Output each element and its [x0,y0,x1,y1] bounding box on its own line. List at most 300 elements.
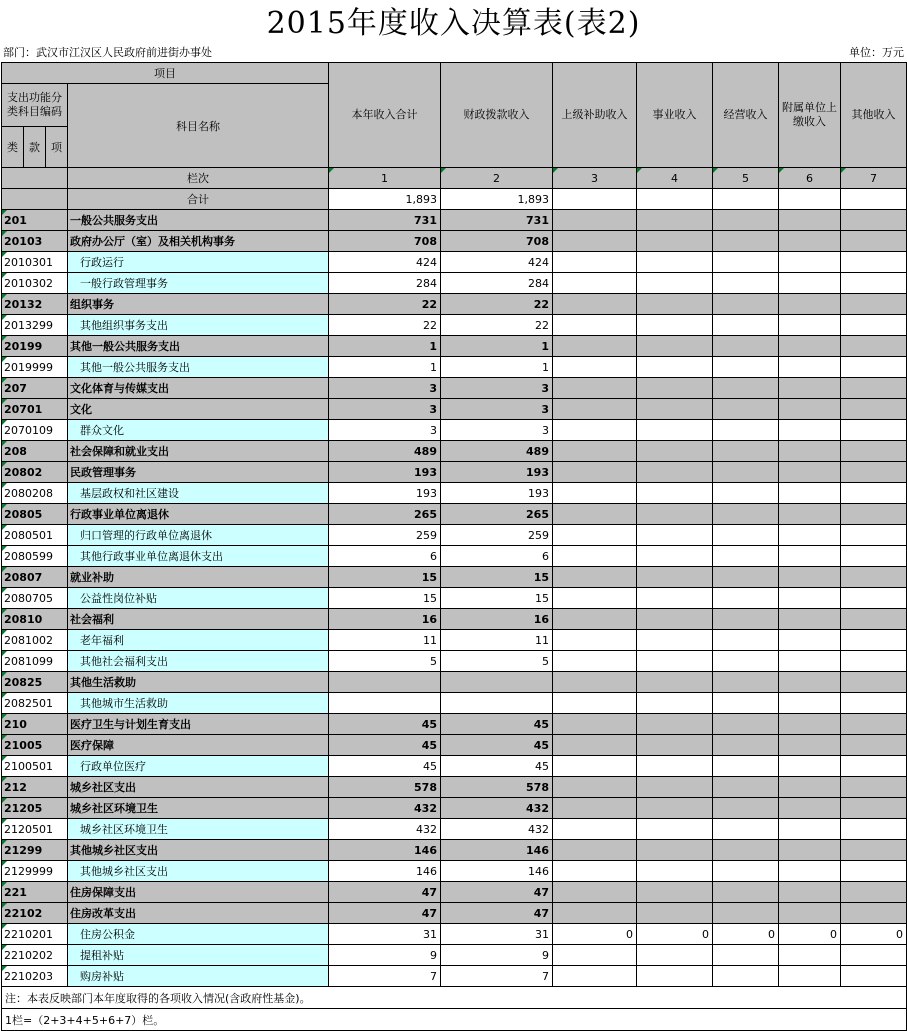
row-col-7 [841,504,907,525]
table-row [2,798,907,819]
row-code: 2080208 [2,483,68,504]
row-col-6 [779,294,841,315]
row-col-2 [441,672,553,693]
row-col-3 [553,441,637,462]
row-col-6 [779,315,841,336]
row-col-6 [779,567,841,588]
note-1: 注：本表反映部门本年度取得的各项收入情况(含政府性基金)。 [2,987,907,1009]
row-subject-name: 城乡社区支出 [68,777,329,798]
header-kuan: 款 [24,127,46,168]
row-col-6 [779,420,841,441]
row-col-4 [637,567,713,588]
table-row [2,378,907,399]
row-col-5 [713,588,779,609]
row-col-2: 578 [441,777,553,798]
total-col-7 [841,189,907,210]
row-col-2: 31 [441,924,553,945]
row-col-1: 7 [329,966,441,987]
table-row [2,882,907,903]
row-code: 208 [2,441,68,462]
header-col-3: 上级补助收入 [553,63,637,168]
row-col-4 [637,399,713,420]
row-col-5 [713,210,779,231]
row-col-7 [841,903,907,924]
row-col-3 [553,693,637,714]
row-col-5 [713,882,779,903]
row-col-3 [553,546,637,567]
row-col-5 [713,777,779,798]
header-col-1: 本年收入合计 [329,63,441,168]
row-col-3: 0 [553,924,637,945]
row-col-1: 5 [329,651,441,672]
row-col-7 [841,294,907,315]
row-col-3 [553,231,637,252]
header-col-7: 其他收入 [841,63,907,168]
row-subject-name: 城乡社区环境卫生 [68,798,329,819]
row-col-1: 432 [329,798,441,819]
row-col-2: 432 [441,819,553,840]
row-col-6 [779,483,841,504]
row-subject-name: 老年福利 [68,630,329,651]
table-row [2,861,907,882]
row-col-5 [713,840,779,861]
row-col-5 [713,420,779,441]
row-subject-name: 住房改革支出 [68,903,329,924]
row-col-6 [779,903,841,924]
row-col-7 [841,798,907,819]
table-row [2,399,907,420]
row-col-5 [713,945,779,966]
row-col-3 [553,336,637,357]
header-code-group: 支出功能分类科目编码 [2,84,68,127]
row-col-5 [713,273,779,294]
row-col-7 [841,231,907,252]
row-col-6 [779,714,841,735]
row-col-7 [841,546,907,567]
row-col-5 [713,756,779,777]
table-row [2,315,907,336]
row-code: 21205 [2,798,68,819]
row-col-1: 3 [329,378,441,399]
row-subject-name: 医疗卫生与计划生育支出 [68,714,329,735]
row-col-4 [637,588,713,609]
row-col-6 [779,819,841,840]
row-col-3 [553,903,637,924]
row-col-4 [637,651,713,672]
row-subject-name: 其他生活救助 [68,672,329,693]
row-col-7: 0 [841,924,907,945]
row-code: 20103 [2,231,68,252]
row-code: 2210201 [2,924,68,945]
row-subject-name: 其他城乡社区支出 [68,861,329,882]
header-lei: 类 [2,127,24,168]
row-code: 2081002 [2,630,68,651]
row-subject-name: 住房保障支出 [68,882,329,903]
row-code: 207 [2,378,68,399]
row-col-4 [637,294,713,315]
row-subject-name: 住房公积金 [68,924,329,945]
row-col-2: 193 [441,462,553,483]
row-subject-name: 归口管理的行政单位离退休 [68,525,329,546]
row-col-6 [779,609,841,630]
row-col-6 [779,378,841,399]
row-col-3 [553,462,637,483]
row-col-4 [637,357,713,378]
row-col-7 [841,399,907,420]
row-col-7 [841,966,907,987]
row-col-5 [713,399,779,420]
row-col-6 [779,882,841,903]
row-col-1: 22 [329,294,441,315]
row-col-6 [779,798,841,819]
row-col-1: 6 [329,546,441,567]
row-code: 212 [2,777,68,798]
row-col-4 [637,630,713,651]
row-code: 2013299 [2,315,68,336]
row-col-3 [553,714,637,735]
row-col-7 [841,378,907,399]
row-subject-name: 其他城市生活救助 [68,693,329,714]
row-col-6 [779,735,841,756]
row-col-7 [841,483,907,504]
table-row [2,252,907,273]
table-row [2,483,907,504]
row-code: 20805 [2,504,68,525]
table-header [2,63,907,189]
row-col-1: 259 [329,525,441,546]
table-row [2,525,907,546]
row-code: 2082501 [2,693,68,714]
row-col-6 [779,966,841,987]
row-col-1: 45 [329,714,441,735]
row-col-5 [713,798,779,819]
row-col-2: 22 [441,294,553,315]
row-col-3 [553,966,637,987]
row-col-6 [779,546,841,567]
row-col-4 [637,441,713,462]
row-col-1: 16 [329,609,441,630]
row-code: 2129999 [2,861,68,882]
table-row [2,714,907,735]
row-col-4 [637,252,713,273]
row-col-7 [841,441,907,462]
row-col-5: 0 [713,924,779,945]
row-col-4 [637,693,713,714]
row-col-2: 11 [441,630,553,651]
row-col-6 [779,672,841,693]
row-col-3 [553,861,637,882]
row-col-3 [553,735,637,756]
total-col-4 [637,189,713,210]
row-col-2: 731 [441,210,553,231]
table-row [2,735,907,756]
row-col-6 [779,252,841,273]
header-subject-name: 科目名称 [68,84,329,168]
row-subject-name: 其他组织事务支出 [68,315,329,336]
table-row [2,777,907,798]
row-col-7 [841,714,907,735]
col-index-5: 5 [713,168,779,189]
row-col-6 [779,630,841,651]
total-col-2: 1,893 [441,189,553,210]
row-col-3 [553,357,637,378]
row-code: 20199 [2,336,68,357]
col-index-4: 4 [637,168,713,189]
row-col-5 [713,693,779,714]
table-body [2,189,907,987]
row-subject-name: 其他城乡社区支出 [68,840,329,861]
row-col-2: 9 [441,945,553,966]
row-col-5 [713,462,779,483]
table-row [2,504,907,525]
row-col-2: 146 [441,861,553,882]
row-col-4 [637,840,713,861]
row-col-3 [553,378,637,399]
row-col-1: 3 [329,420,441,441]
row-col-7 [841,840,907,861]
row-subject-name: 社会保障和就业支出 [68,441,329,462]
row-col-2: 3 [441,399,553,420]
row-col-6 [779,525,841,546]
row-col-4 [637,315,713,336]
row-col-3 [553,819,637,840]
row-col-1: 489 [329,441,441,462]
row-col-1: 15 [329,588,441,609]
total-col-5 [713,189,779,210]
row-col-1: 193 [329,483,441,504]
row-code: 221 [2,882,68,903]
row-col-1: 3 [329,399,441,420]
row-col-7 [841,588,907,609]
row-col-4 [637,735,713,756]
total-blank [2,189,68,210]
row-col-4 [637,483,713,504]
meta-line [0,44,907,62]
row-col-5 [713,504,779,525]
table-row [2,651,907,672]
row-col-1: 31 [329,924,441,945]
row-col-2: 47 [441,903,553,924]
row-subject-name: 政府办公厅（室）及相关机构事务 [68,231,329,252]
row-col-6 [779,357,841,378]
table-row [2,840,907,861]
row-subject-name: 医疗保障 [68,735,329,756]
row-col-3 [553,672,637,693]
row-col-3 [553,273,637,294]
row-col-7 [841,651,907,672]
row-code: 20810 [2,609,68,630]
row-col-3 [553,882,637,903]
row-subject-name: 文化 [68,399,329,420]
table-row [2,273,907,294]
row-col-1: 47 [329,882,441,903]
row-col-6 [779,777,841,798]
row-code: 2010302 [2,273,68,294]
row-col-3 [553,840,637,861]
row-subject-name: 行政事业单位离退休 [68,504,329,525]
header-col-2: 财政拨款收入 [441,63,553,168]
row-subject-name: 其他一般公共服务支出 [68,336,329,357]
row-col-3 [553,588,637,609]
row-col-3 [553,504,637,525]
row-code: 2019999 [2,357,68,378]
row-subject-name: 组织事务 [68,294,329,315]
row-col-5 [713,252,779,273]
row-col-1: 284 [329,273,441,294]
row-col-2: 5 [441,651,553,672]
row-col-4 [637,756,713,777]
row-col-5 [713,525,779,546]
header-lanci: 栏次 [68,168,329,189]
row-col-4 [637,861,713,882]
row-col-6 [779,441,841,462]
row-col-1: 146 [329,861,441,882]
row-col-2: 146 [441,840,553,861]
row-col-4 [637,462,713,483]
page-title: 2015年度收入决算表(表2) [266,6,641,41]
row-code: 2080705 [2,588,68,609]
row-col-2: 15 [441,588,553,609]
table-row [2,294,907,315]
row-col-4 [637,882,713,903]
row-col-6 [779,504,841,525]
row-col-4 [637,714,713,735]
table-row [2,588,907,609]
row-col-3 [553,630,637,651]
row-col-1: 146 [329,840,441,861]
row-col-7 [841,462,907,483]
row-col-1: 1 [329,336,441,357]
row-col-3 [553,525,637,546]
row-col-7 [841,315,907,336]
row-col-1: 22 [329,315,441,336]
row-code: 21299 [2,840,68,861]
row-col-2: 45 [441,714,553,735]
row-code: 2080599 [2,546,68,567]
row-col-2: 7 [441,966,553,987]
col-index-3: 3 [553,168,637,189]
row-col-3 [553,777,637,798]
row-col-6 [779,756,841,777]
row-col-5 [713,483,779,504]
row-col-5 [713,672,779,693]
row-subject-name: 行政运行 [68,252,329,273]
row-col-4 [637,504,713,525]
row-col-3 [553,651,637,672]
table-row [2,945,907,966]
row-code: 2210203 [2,966,68,987]
row-col-5 [713,546,779,567]
row-col-7 [841,630,907,651]
total-col-3 [553,189,637,210]
row-col-2: 1 [441,357,553,378]
row-code: 20132 [2,294,68,315]
row-col-1: 424 [329,252,441,273]
row-col-5 [713,567,779,588]
department-label: 部门：武汉市江汉区人民政府前进街办事处 [3,46,212,59]
table-row [2,693,907,714]
row-col-3 [553,567,637,588]
row-col-6 [779,588,841,609]
row-col-2: 3 [441,420,553,441]
total-col-1: 1,893 [329,189,441,210]
row-col-5 [713,315,779,336]
row-col-6 [779,399,841,420]
row-col-5 [713,336,779,357]
row-code: 22102 [2,903,68,924]
header-item: 项目 [2,63,329,84]
row-col-5 [713,861,779,882]
row-subject-name: 其他一般公共服务支出 [68,357,329,378]
row-col-3 [553,609,637,630]
row-col-2: 3 [441,378,553,399]
row-col-2: 45 [441,756,553,777]
table-row [2,546,907,567]
row-subject-name: 行政单位医疗 [68,756,329,777]
row-code: 201 [2,210,68,231]
row-col-5 [713,378,779,399]
row-col-5 [713,966,779,987]
col-index-7: 7 [841,168,907,189]
row-col-1 [329,693,441,714]
row-col-7 [841,672,907,693]
row-col-4 [637,672,713,693]
row-col-2: 259 [441,525,553,546]
row-col-7 [841,252,907,273]
row-code: 2081099 [2,651,68,672]
row-col-4: 0 [637,924,713,945]
row-col-5 [713,651,779,672]
row-subject-name: 其他行政事业单位离退休支出 [68,546,329,567]
row-col-7 [841,357,907,378]
row-col-5 [713,735,779,756]
row-col-7 [841,735,907,756]
table-row [2,756,907,777]
row-col-7 [841,945,907,966]
row-col-7 [841,567,907,588]
table-row [2,819,907,840]
table-row [2,672,907,693]
row-col-2: 6 [441,546,553,567]
table-row [2,567,907,588]
row-col-5 [713,357,779,378]
row-code: 20802 [2,462,68,483]
row-col-4 [637,420,713,441]
row-col-6 [779,231,841,252]
row-col-3 [553,315,637,336]
row-col-5 [713,609,779,630]
col-index-1: 1 [329,168,441,189]
row-col-6 [779,840,841,861]
row-subject-name: 文化体育与传媒支出 [68,378,329,399]
row-col-7 [841,861,907,882]
row-subject-name: 民政管理事务 [68,462,329,483]
row-col-2: 47 [441,882,553,903]
row-col-4 [637,525,713,546]
total-col-6 [779,189,841,210]
row-col-6: 0 [779,924,841,945]
row-col-6 [779,462,841,483]
row-col-2: 265 [441,504,553,525]
header-col-4: 事业收入 [637,63,713,168]
row-col-2: 284 [441,273,553,294]
row-code: 2010301 [2,252,68,273]
row-col-1 [329,672,441,693]
row-col-1: 45 [329,735,441,756]
row-col-1: 193 [329,462,441,483]
row-col-7 [841,882,907,903]
table-row [2,903,907,924]
